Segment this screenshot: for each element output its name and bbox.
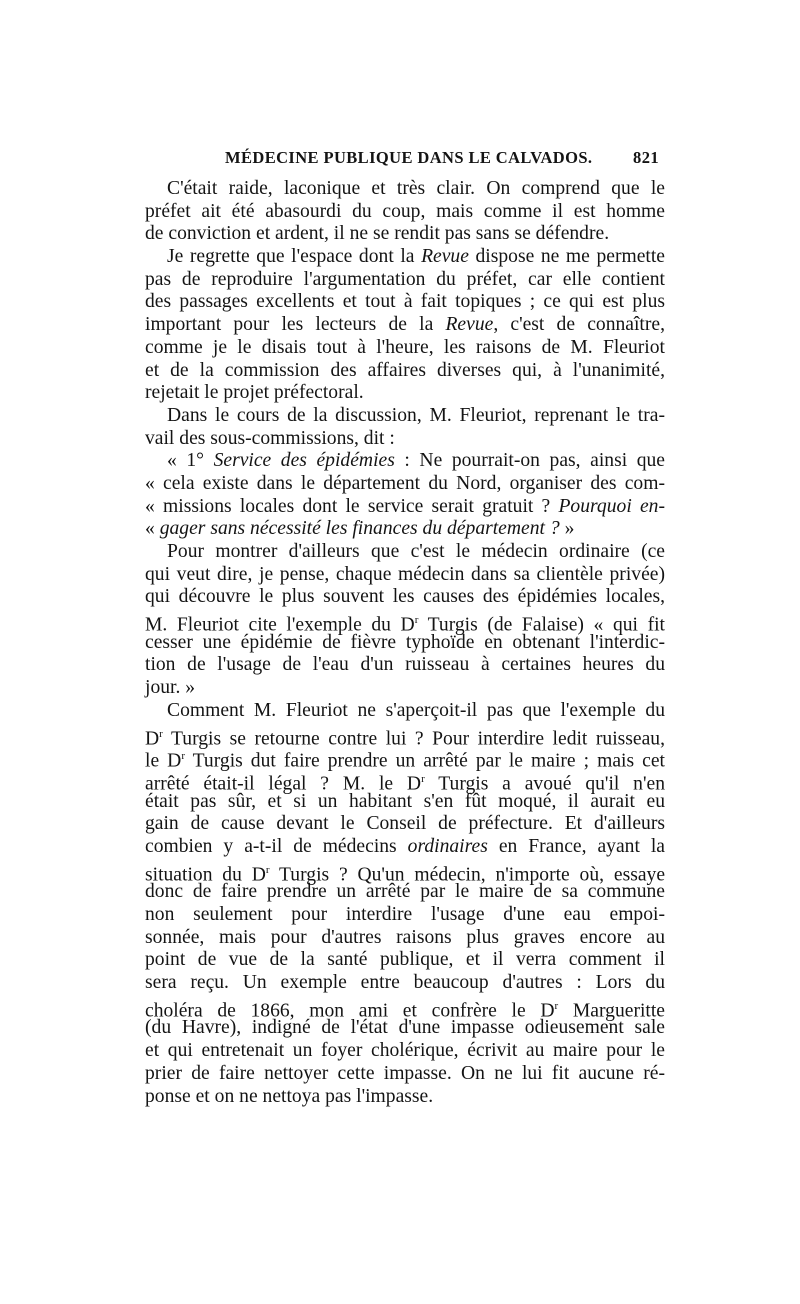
text-line: vail des sous-commissions, dit :	[145, 427, 395, 449]
text-line: sonnée, mais pour d'autres raisons plus graves encore au	[145, 926, 665, 948]
text-line: Dans le cours de la discussion, M. Fleuriot, reprenant le tra-	[167, 404, 665, 426]
text-line: et qui entretenait un foyer cholérique, écrivit au maire pour le	[145, 1040, 665, 1062]
text-line: comme je le disais tout à l'heure, les raisons de M. Fleuriot	[145, 336, 665, 358]
text-line: rejetait le projet préfectoral.	[145, 382, 364, 404]
text-line: le $D^r$ Turgis dut faire prendre un arrêté par le maire ; mais cet	[145, 750, 665, 772]
text-line: de conviction et ardent, il ne se rendit pas sans se défendre.	[145, 223, 610, 245]
text-line: « gager sans nécessité les finances du département ? »	[145, 518, 575, 540]
text-line: pas de reproduire l'argumentation du préfet, car elle contient	[145, 268, 665, 290]
body-text	[145, 178, 665, 1108]
text-line: jour. »	[145, 677, 196, 699]
text-line: qui découvre le plus souvent les causes des épidémies locales,	[145, 586, 665, 608]
text-line: « missions locales dont le service serait gratuit ? Pourquoi en-	[145, 495, 665, 517]
text-line: sera reçu. Un exemple entre beaucoup d'autres : Lors du	[145, 972, 665, 994]
text-line: et de la commission des affaires diverses qui, à l'unanimité,	[145, 359, 665, 381]
text-line: non seulement pour interdire l'usage d'une eau empoi-	[145, 904, 665, 925]
text-line: (du Havre), indigné de l'état d'une impasse odieusement sale	[145, 1017, 665, 1039]
text-line: qui veut dire, je pense, chaque médecin dans sa clientèle privée)	[145, 563, 665, 585]
text-line: était pas sûr, et si un habitant s'en fût moqué, il aurait eu	[145, 790, 665, 812]
running-title: MÉDECINE PUBLIQUE DANS LE CALVADOS.	[225, 148, 593, 167]
text-line: C'était raide, laconique et très clair. On comprend que le	[167, 178, 665, 199]
text-line: préfet ait été abasourdi du coup, mais comme il est homme	[145, 200, 665, 222]
text-line: M. Fleuriot cite l'exemple du $D^r$ Turgis (de Falaise) « qui fit	[145, 614, 665, 636]
text-line: arrêté était-il légal ? M. le $D^r$ Turgis a avoué qu'il n'en	[145, 772, 665, 795]
book-page	[145, 148, 665, 1108]
text-line: combien y a-t-il de médecins ordinaires en France, ayant la	[145, 835, 665, 857]
text-line: situation du $D^r$ Turgis ? Qu'un médecin, n'importe où, essaye	[145, 863, 666, 886]
text-line: gain de cause devant le Conseil de préfecture. Et d'ailleurs	[145, 813, 665, 835]
text-line: donc de faire prendre un arrêté par le maire de sa commune	[145, 881, 665, 903]
running-header	[145, 148, 665, 174]
text-line: « cela existe dans le département du Nord, organiser des com-	[145, 472, 665, 494]
text-line: cesser une épidémie de fièvre typhoïde en obtenant l'interdic-	[145, 631, 665, 653]
text-line: prier de faire nettoyer cette impasse. On ne lui fit aucune ré-	[145, 1062, 665, 1084]
text-line: $D^r$ Turgis se retourne contre lui ? Pour interdire ledit ruisseau,	[145, 727, 665, 750]
page-number: 821	[633, 148, 659, 167]
text-line: des passages excellents et tout à fait topiques ; ce qui est plus	[145, 291, 665, 313]
text-line: Comment M. Fleuriot ne s'aperçoit-il pas que l'exemple du	[167, 699, 665, 721]
text-line: important pour les lecteurs de la Revue, c'est de connaître,	[145, 314, 665, 336]
text-line: choléra de 1866, mon ami et confrère le $D^r$ Margueritte	[145, 999, 666, 1022]
text-line: Pour montrer d'ailleurs que c'est le médecin ordinaire (ce	[167, 541, 665, 562]
text-line: ponse et on ne nettoya pas l'impasse.	[145, 1085, 434, 1107]
text-line: Je regrette que l'espace dont la Revue dispose ne me permette	[167, 246, 665, 268]
text-line: tion de l'usage de l'eau d'un ruisseau à certaines heures du	[145, 654, 665, 676]
text-line: « 1° Service des épidémies : Ne pourrait-on pas, ainsi que	[167, 450, 666, 472]
text-line: point de vue de la santé publique, et il verra comment il	[145, 949, 665, 971]
